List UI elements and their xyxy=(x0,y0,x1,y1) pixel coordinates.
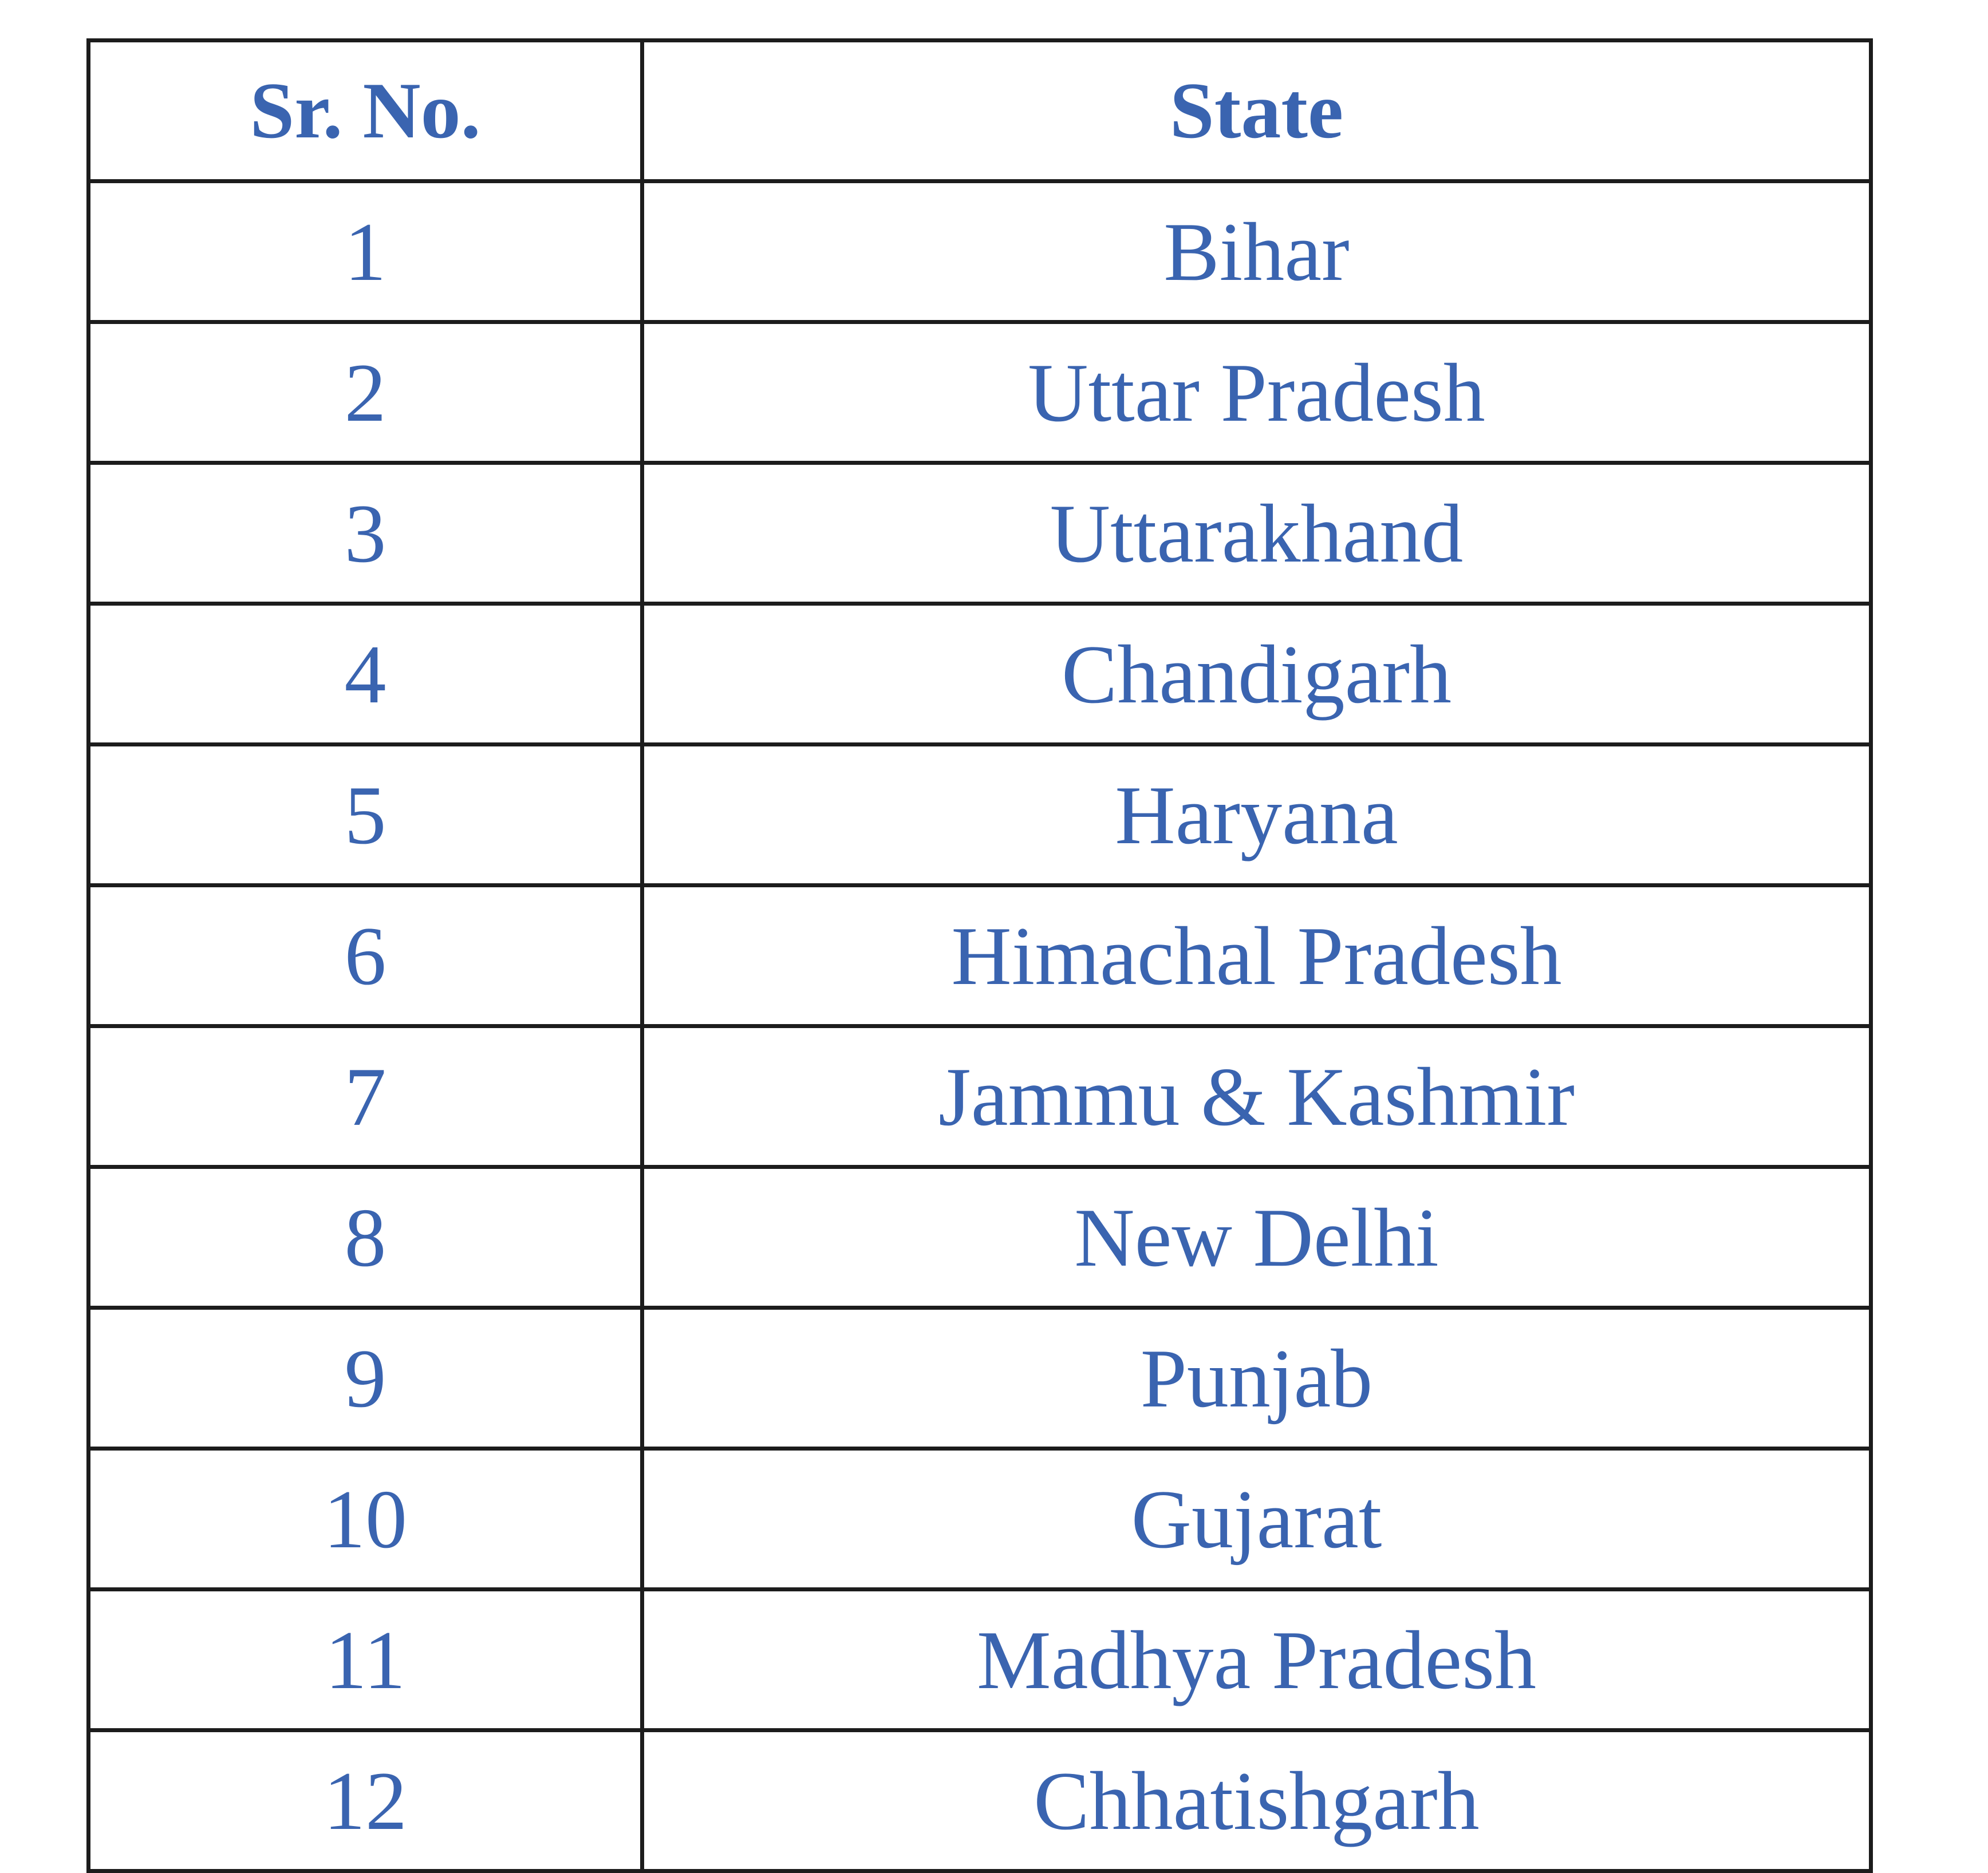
table-row xyxy=(89,1590,1871,1730)
state-cell: Jammu & Kashmir xyxy=(642,1026,1871,1167)
table-row xyxy=(89,1308,1871,1449)
state-cell: Punjab xyxy=(642,1308,1871,1449)
sr-no-cell: 7 xyxy=(89,1026,642,1167)
sr-no-cell: 1 xyxy=(89,181,642,322)
sr-no-cell: 9 xyxy=(89,1308,642,1449)
table-row xyxy=(89,1730,1871,1871)
sr-no-cell: 5 xyxy=(89,745,642,886)
table-row xyxy=(89,1026,1871,1167)
table-row xyxy=(89,1449,1871,1590)
state-cell: Himachal Pradesh xyxy=(642,886,1871,1026)
state-cell: Gujarat xyxy=(642,1449,1871,1590)
sr-no-cell: 10 xyxy=(89,1449,642,1590)
sr-no-cell: 3 xyxy=(89,463,642,604)
header-state: State xyxy=(642,41,1871,181)
state-cell: Uttarakhand xyxy=(642,463,1871,604)
state-cell: Madhya Pradesh xyxy=(642,1590,1871,1730)
sr-no-cell: 6 xyxy=(89,886,642,1026)
table-row xyxy=(89,604,1871,745)
sr-no-cell: 8 xyxy=(89,1167,642,1308)
header-row xyxy=(89,41,1871,181)
state-table xyxy=(86,38,1873,1873)
state-cell: New Delhi xyxy=(642,1167,1871,1308)
sr-no-cell: 2 xyxy=(89,322,642,463)
state-cell: Chandigarh xyxy=(642,604,1871,745)
table-row xyxy=(89,322,1871,463)
table-row xyxy=(89,181,1871,322)
table-row xyxy=(89,886,1871,1026)
sr-no-cell: 12 xyxy=(89,1730,642,1871)
table-row xyxy=(89,745,1871,886)
state-cell: Uttar Pradesh xyxy=(642,322,1871,463)
state-cell: Haryana xyxy=(642,745,1871,886)
header-sr-no: Sr. No. xyxy=(89,41,642,181)
table-header xyxy=(89,41,1871,181)
sr-no-cell: 4 xyxy=(89,604,642,745)
table-row xyxy=(89,463,1871,604)
table-body xyxy=(89,181,1871,1871)
state-cell: Bihar xyxy=(642,181,1871,322)
state-cell: Chhatishgarh xyxy=(642,1730,1871,1871)
sr-no-cell: 11 xyxy=(89,1590,642,1730)
table-row xyxy=(89,1167,1871,1308)
